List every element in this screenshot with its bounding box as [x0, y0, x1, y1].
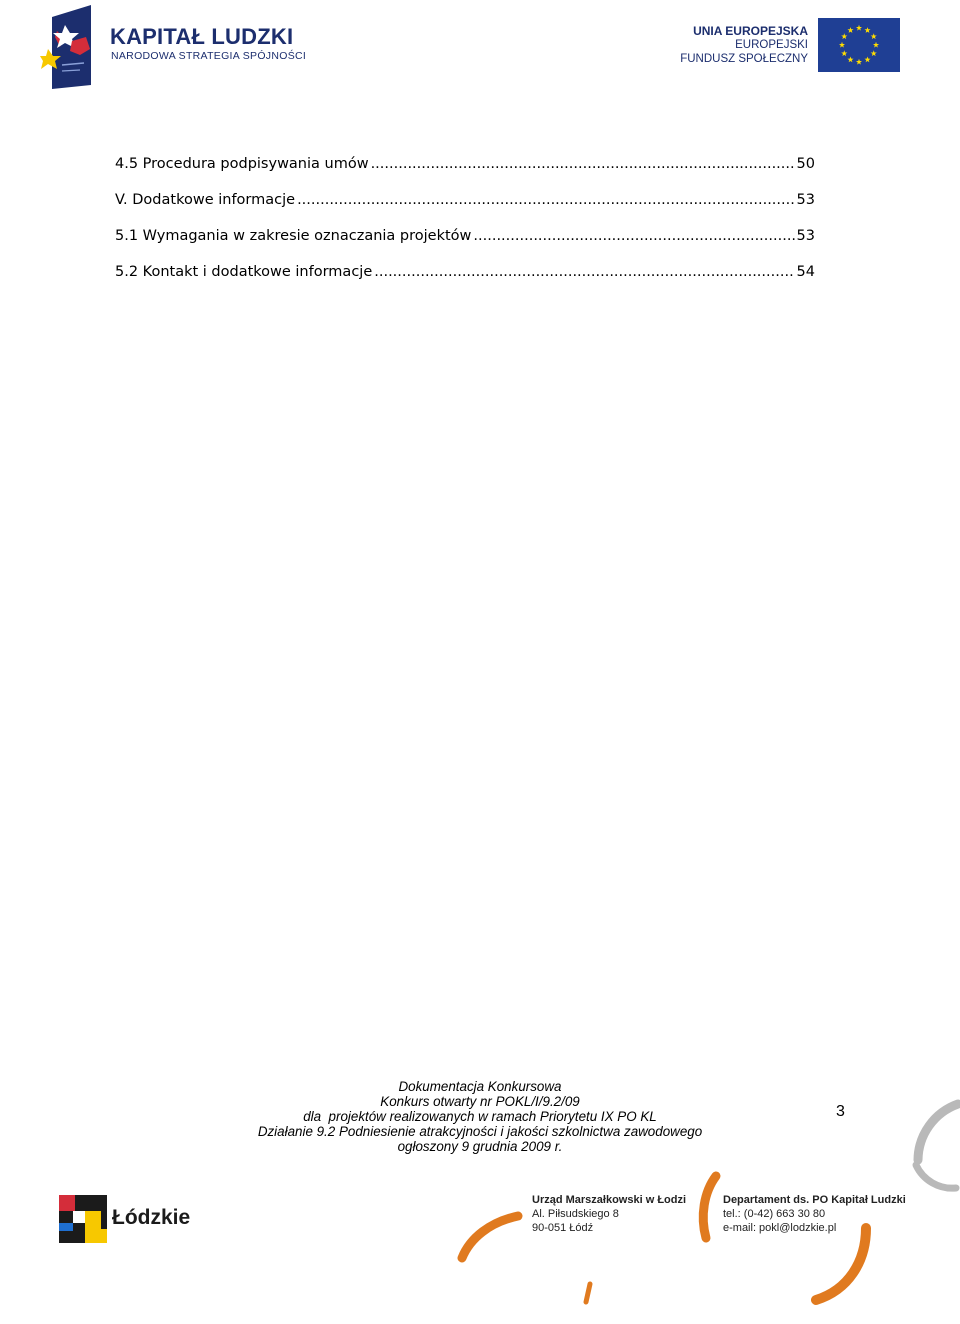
kapital-ludzki-subtitle: NARODOWA STRATEGIA SPÓJNOŚCI — [111, 50, 307, 62]
lodzkie-logo-text: Łódzkie — [112, 1206, 191, 1229]
kapital-ludzki-logo-icon — [40, 5, 102, 89]
toc-entry-title: 5.2 Kontakt i dodatkowe informacje — [115, 264, 373, 280]
toc-leader-dots — [297, 192, 794, 208]
department-contact — [723, 1193, 906, 1235]
page-number: 3 — [836, 1103, 845, 1120]
footer-info-line: Dokumentacja Konkursowa — [398, 1079, 562, 1094]
toc-entry-title: 4.5 Procedura podpisywania umów — [115, 156, 369, 172]
toc-entry-page: 53 — [796, 192, 815, 208]
toc-entry[interactable] — [115, 156, 815, 178]
footer-info-line: ogłoszony 9 grudnia 2009 r. — [397, 1139, 563, 1154]
toc-entry-page: 50 — [796, 156, 815, 172]
footer-info-line: Działanie 9.2 Podniesienie atrakcyjności i jakości szkolnictwa zawodowego — [257, 1124, 703, 1139]
footer-info-line: dla projektów realizowanych w ramach Priorytetu IX PO KL — [303, 1109, 657, 1124]
eu-logo-line-3: FUNDUSZ SPOŁECZNY — [680, 53, 808, 65]
toc-leader-dots — [473, 228, 794, 244]
toc-entry-title: 5.1 Wymagania w zakresie oznaczania projektów — [115, 228, 472, 244]
toc-entry[interactable] — [115, 264, 815, 286]
kapital-ludzki-title: KAPITAŁ LUDZKI — [110, 24, 294, 49]
eu-logo-text — [680, 24, 808, 66]
toc-entry[interactable] — [115, 192, 815, 214]
toc-entry-page: 53 — [796, 228, 815, 244]
toc-entry-title: V. Dodatkowe informacje — [115, 192, 296, 208]
lodzkie-logo-icon — [59, 1195, 107, 1243]
toc-leader-dots — [374, 264, 794, 280]
department-name: Departament ds. PO Kapitał Ludzki — [723, 1194, 906, 1206]
office-city: 90-051 Łódź — [532, 1222, 594, 1234]
document-footer-info — [240, 1079, 720, 1154]
department-phone: tel.: (0-42) 663 30 80 — [723, 1208, 826, 1220]
office-name: Urząd Marszałkowski w Łodzi — [532, 1194, 687, 1206]
office-street: Al. Piłsudskiego 8 — [532, 1208, 619, 1220]
office-address — [532, 1193, 686, 1235]
department-email[interactable]: e-mail: pokl@lodzkie.pl — [723, 1222, 837, 1234]
eu-flag-icon — [818, 18, 900, 72]
eu-logo-line-1: UNIA EUROPEJSKA — [693, 24, 808, 38]
footer-info-line: Konkurs otwarty nr POKL/I/9.2/09 — [380, 1094, 580, 1109]
toc-entry[interactable] — [115, 228, 815, 250]
eu-logo-line-2: EUROPEJSKI — [735, 39, 808, 51]
toc-entry-page: 54 — [796, 264, 815, 280]
toc-leader-dots — [371, 156, 795, 172]
